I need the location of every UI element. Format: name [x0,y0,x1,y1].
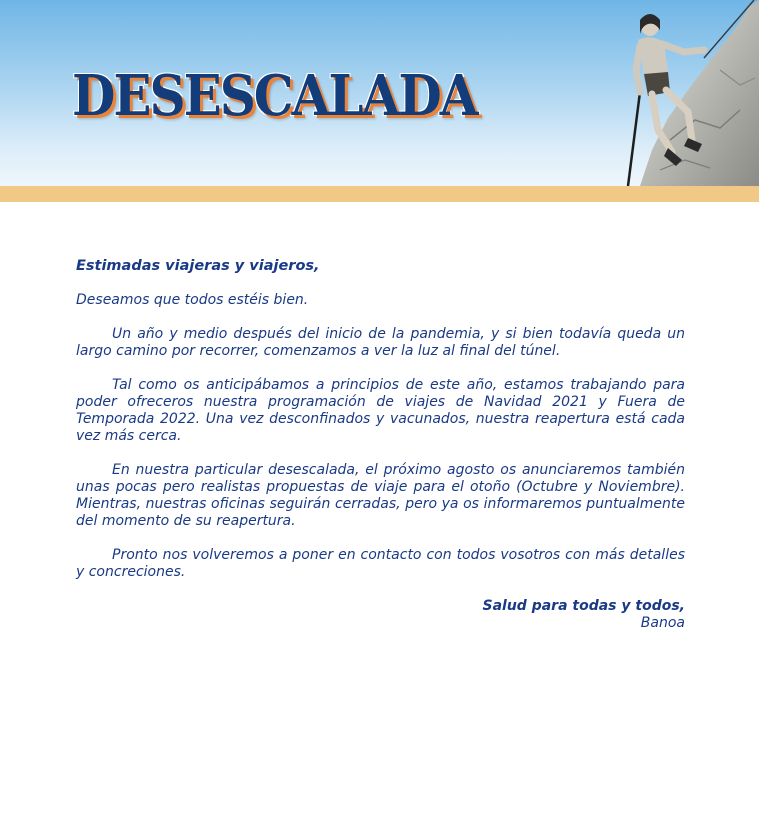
letter-greeting: Estimadas viajeras y viajeros, [76,258,320,274]
letter-body [76,258,685,632]
rock-climber-photo [600,0,759,186]
header-banner [0,0,759,186]
letter-signature: Banoa [640,615,685,631]
header-stripe [0,186,759,202]
letter-paragraph: Un año y medio después del inicio de la pandemia, y si bien todavía queda un largo camino por recorrer, comenzamos a ver la luz al final del túnel. [76,326,685,359]
letter-paragraph: En nuestra particular desescalada, el próximo agosto os anunciaremos también unas pocas pero realistas propuestas de viaje para el otoño (Octubre y Noviembre). Mientras, nuestras oficinas seguirán cerradas, pero ya os informaremos puntualmente del momento de su reapertura. [76,462,685,529]
letter-paragraph: Tal como os anticipábamos a principios de este año, estamos trabajando para poder ofreceros nuestra programación de viajes de Navidad 2021 y Fuera de Temporada 2022. Una vez desconfinados y vacunados, nuestra reapertura está cada vez más cerca. [76,377,685,444]
letter-paragraph: Deseamos que todos estéis bien. [76,292,309,308]
letter-paragraph: Pronto nos volveremos a poner en contacto con todos vosotros con más detalles y concreciones. [76,547,685,580]
letter-closing: Salud para todas y todos, [482,598,685,614]
page-title: DESESCALADA [72,62,477,129]
